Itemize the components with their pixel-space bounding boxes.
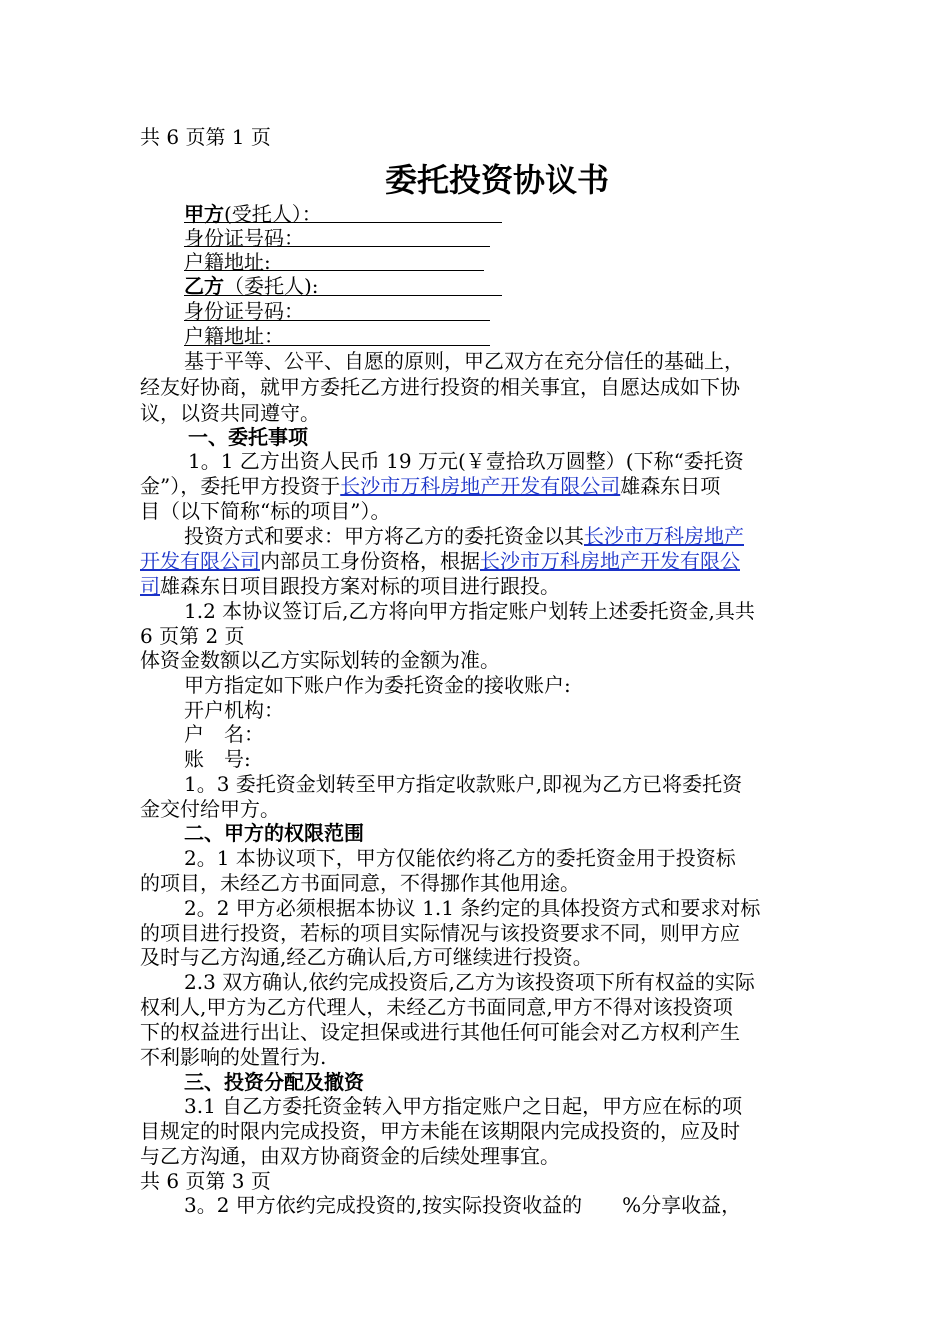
clause-2-1-line: 的项目，未经乙方书面同意，不得挪作其他用途。	[140, 871, 580, 895]
party-a-id-label: 身份证号码：	[184, 226, 304, 250]
clause-1-3-line: 金交付给甲方。	[140, 797, 280, 821]
clause-1-1-line: 目（以下简称“标的项目”）。	[140, 499, 391, 523]
party-b-label-rest: （委托人):	[224, 274, 319, 298]
party-a-id-blank	[184, 246, 490, 247]
account-intro: 甲方指定如下账户作为委托资金的接收账户:	[184, 673, 571, 697]
investment-method-line	[140, 574, 560, 598]
clause-text: 内部员工身份资格，根据	[260, 549, 480, 573]
clause-2-1-line: 2。1 本协议项下，甲方仅能依约将乙方的委托资金用于投资标	[184, 846, 736, 870]
account-name-label: 户 名：	[184, 722, 264, 746]
company-link[interactable]: 长沙市万科房地产开发有限公司	[340, 474, 621, 498]
party-a-address-label: 户籍地址:	[184, 250, 271, 274]
party-b-address-blank	[184, 345, 490, 346]
clause-text: 雄森东日项目跟投方案对标的项目进行跟投。	[160, 574, 560, 598]
clause-1-1-line	[140, 474, 720, 498]
party-a-name-blank	[184, 222, 502, 223]
clause-3-2-line: 3。2 甲方依约完成投资的,按实际投资收益的 %分享收益，	[184, 1193, 742, 1217]
party-b-label-bold: 乙方	[184, 274, 224, 298]
clause-1-2-line: 体资金数额以乙方实际划转的金额为准。	[140, 648, 500, 672]
section-heading: 一、委托事项	[188, 425, 308, 449]
clause-3-1-line: 目规定的时限内完成投资，甲方未能在该期限内完成投资的，应及时	[140, 1119, 740, 1143]
preamble-line: 议，以资共同遵守。	[140, 401, 320, 425]
clause-text: 金”），委托甲方投资于	[140, 474, 341, 498]
company-link[interactable]: 开发有限公司	[140, 549, 260, 573]
party-a-label-bold: 甲方	[184, 202, 224, 226]
investment-method-line	[184, 524, 744, 548]
clause-text: 雄森东日项	[620, 474, 721, 498]
preamble-line: 基于平等、公平、自愿的原则，甲乙双方在充分信任的基础上，	[184, 349, 744, 373]
page-header: 共 6 页第 3 页	[140, 1169, 271, 1193]
clause-1-2-line: 1.2 本协议签订后,乙方将向甲方指定账户划转上述委托资金,具共	[184, 599, 755, 623]
section-heading: 三、投资分配及撤资	[184, 1070, 364, 1094]
preamble-line: 经友好协商，就甲方委托乙方进行投资的相关事宜，自愿达成如下协	[140, 375, 740, 399]
clause-1-1-line: 1。1 乙方出资人民币 19 万元(￥壹拾玖万圆整）(下称“委托资	[188, 449, 744, 473]
page-header: 6 页第 2 页	[140, 624, 245, 648]
clause-2-3-line: 2.3 双方确认,依约完成投资后,乙方为该投资项下所有权益的实际	[184, 970, 755, 994]
page-title: 委托投资协议书	[385, 161, 610, 199]
clause-text: 投资方式和要求：甲方将乙方的委托资金以其	[184, 524, 584, 548]
clause-2-2-line: 及时与乙方沟通,经乙方确认后,方可继续进行投资。	[140, 945, 593, 969]
party-b-address-label: 户籍地址：	[184, 324, 284, 348]
party-b-id-label: 身份证号码：	[184, 299, 304, 323]
clause-3-1-line: 3.1 自乙方委托资金转入甲方指定账户之日起，甲方应在标的项	[184, 1094, 743, 1118]
company-link[interactable]: 长沙市万科房地产开发有限公	[480, 549, 740, 573]
clause-2-3-line: 不利影响的处置行为.	[140, 1045, 327, 1069]
clause-3-1-line: 与乙方沟通，由双方协商资金的后续处理事宜。	[140, 1144, 560, 1168]
clause-2-2-line: 2。2 甲方必须根据本协议 1.1 条约定的具体投资方式和要求对标	[184, 896, 761, 920]
clause-1-3-line: 1。3 委托资金划转至甲方指定收款账户,即视为乙方已将委托资	[184, 772, 743, 796]
clause-2-3-line: 权利人,甲方为乙方代理人，未经乙方书面同意,甲方不得对该投资项	[140, 995, 733, 1019]
clause-2-3-line: 下的权益进行出让、设定担保或进行其他任何可能会对乙方权利产生	[140, 1020, 740, 1044]
party-a-label-rest: (受托人）：	[224, 202, 322, 226]
company-link[interactable]: 长沙市万科房地产	[584, 524, 744, 548]
party-b-id-blank	[184, 320, 490, 321]
section-heading: 二、甲方的权限范围	[184, 821, 364, 845]
bank-label: 开户机构：	[184, 698, 284, 722]
clause-2-2-line: 的项目进行投资，若标的项目实际情况与该投资要求不同，则甲方应	[140, 921, 740, 945]
account-number-label: 账 号:	[184, 747, 251, 771]
company-link[interactable]: 司	[140, 574, 160, 598]
party-a-address-blank	[184, 270, 484, 271]
investment-method-line	[140, 549, 740, 573]
party-b-name-blank	[184, 295, 502, 296]
page-header: 共 6 页第 1 页	[140, 125, 271, 149]
